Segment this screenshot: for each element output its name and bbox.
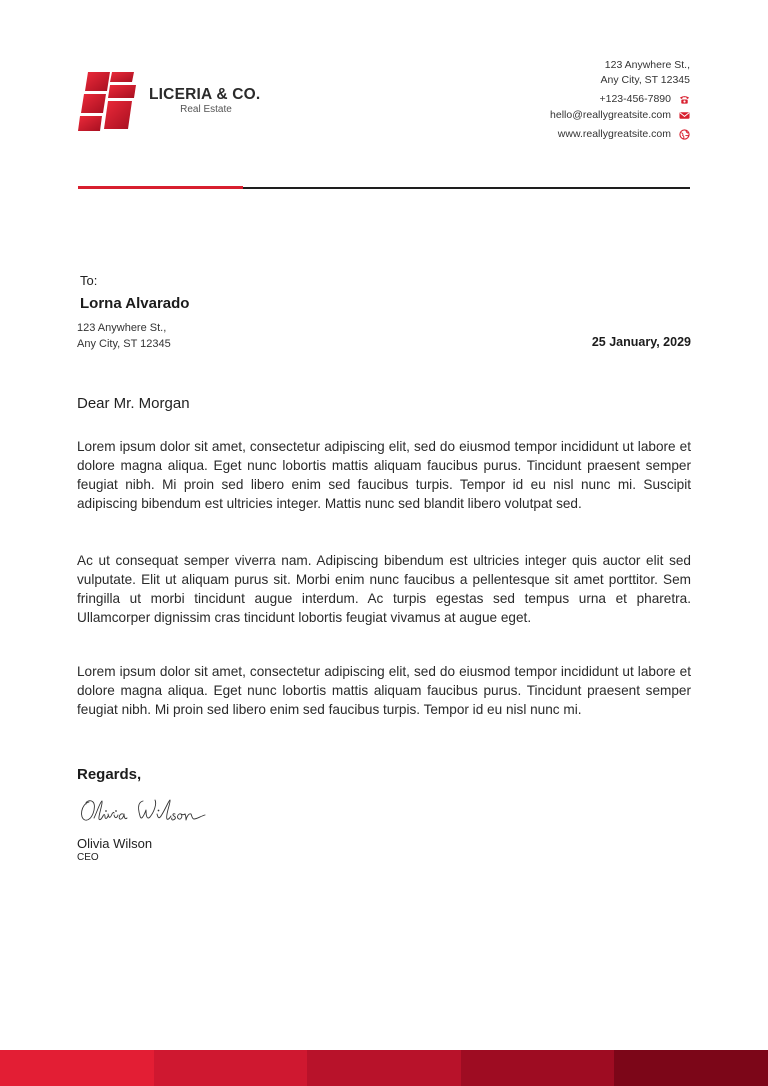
signature: [77, 792, 237, 832]
body-paragraph-2: Ac ut consequat semper viverra nam. Adipiscing bibendum est ultricies integer quis auctor elit sed vulputate. Elit ut aliquam purus sit. Morbi enim nunc faucibus a pellentesque sit amet porttitor. Sem fringilla ut morbi tincidunt augue interdum. Ac turpis egestas sed tempus urna et pharetra. Ullamcorper dignissim cras tincidunt lobortis feugiat vivamus at augue eget.: [77, 553, 691, 625]
body-paragraph-1: Lorem ipsum dolor sit amet, consectetur adipiscing elit, sed do eiusmod tempor incididunt ut labore et dolore magna aliqua. Eget nunc lobortis mattis aliquam faucibus purus. Tincidunt praesent semper feugiat nibh. Mi proin sed libero enim sed faucibus turpis. Tempor id eu nisl nunc mi. Suscipit adipiscing bibendum est ultricies integer. Mattis nunc sed blandit libero volutpat sed.: [77, 439, 691, 511]
footer-segment-5: [614, 1050, 768, 1086]
company-logo: [78, 71, 138, 133]
sender-address: [601, 58, 691, 88]
body-paragraph-3: Lorem ipsum dolor sit amet, consectetur adipiscing elit, sed do eiusmod tempor incididunt ut labore et dolore magna aliqua. Eget nunc lobortis mattis aliquam faucibus purus. Tincidunt praesent semper feugiat nibh. Mi proin sed libero enim sed faucibus turpis. Tempor id eu nisl nunc mi.: [77, 664, 691, 717]
globe-icon: [679, 129, 690, 140]
signer-name: Olivia Wilson: [77, 836, 153, 851]
recipient-name: Lorna Alvarado: [80, 295, 190, 312]
recipient-address: [77, 320, 171, 352]
signer-title: CEO: [77, 852, 99, 863]
company-name: LICERIA & CO.: [149, 86, 261, 103]
footer-segment-1: [0, 1050, 154, 1086]
letter-date: 25 January, 2029: [591, 335, 691, 349]
phone-icon: [679, 94, 690, 105]
header-rule-accent: [78, 186, 243, 189]
sender-address-line2: Any City, ST 12345: [600, 74, 690, 86]
company-subtitle: Real Estate: [180, 104, 232, 115]
email-row: [550, 108, 690, 123]
recipient-address-line2: Any City, ST 12345: [77, 338, 171, 350]
website-row: [558, 127, 690, 142]
phone-row: [599, 92, 690, 107]
email-text[interactable]: hello@reallygreatsite.com: [550, 109, 671, 121]
mail-icon: [679, 110, 690, 121]
salutation: Dear Mr. Morgan: [77, 395, 190, 412]
footer-segment-4: [461, 1050, 615, 1086]
sender-address-line1: 123 Anywhere St.,: [604, 59, 690, 71]
header-rule: [243, 187, 690, 189]
phone-text: +123-456-7890: [599, 93, 671, 105]
website-text[interactable]: www.reallygreatsite.com: [557, 128, 671, 140]
footer-segment-2: [154, 1050, 308, 1086]
to-label: To:: [80, 273, 98, 288]
closing: Regards,: [77, 766, 142, 783]
recipient-address-line1: 123 Anywhere St.,: [77, 322, 167, 334]
footer-band: [0, 1050, 768, 1086]
footer-segment-3: [307, 1050, 461, 1086]
